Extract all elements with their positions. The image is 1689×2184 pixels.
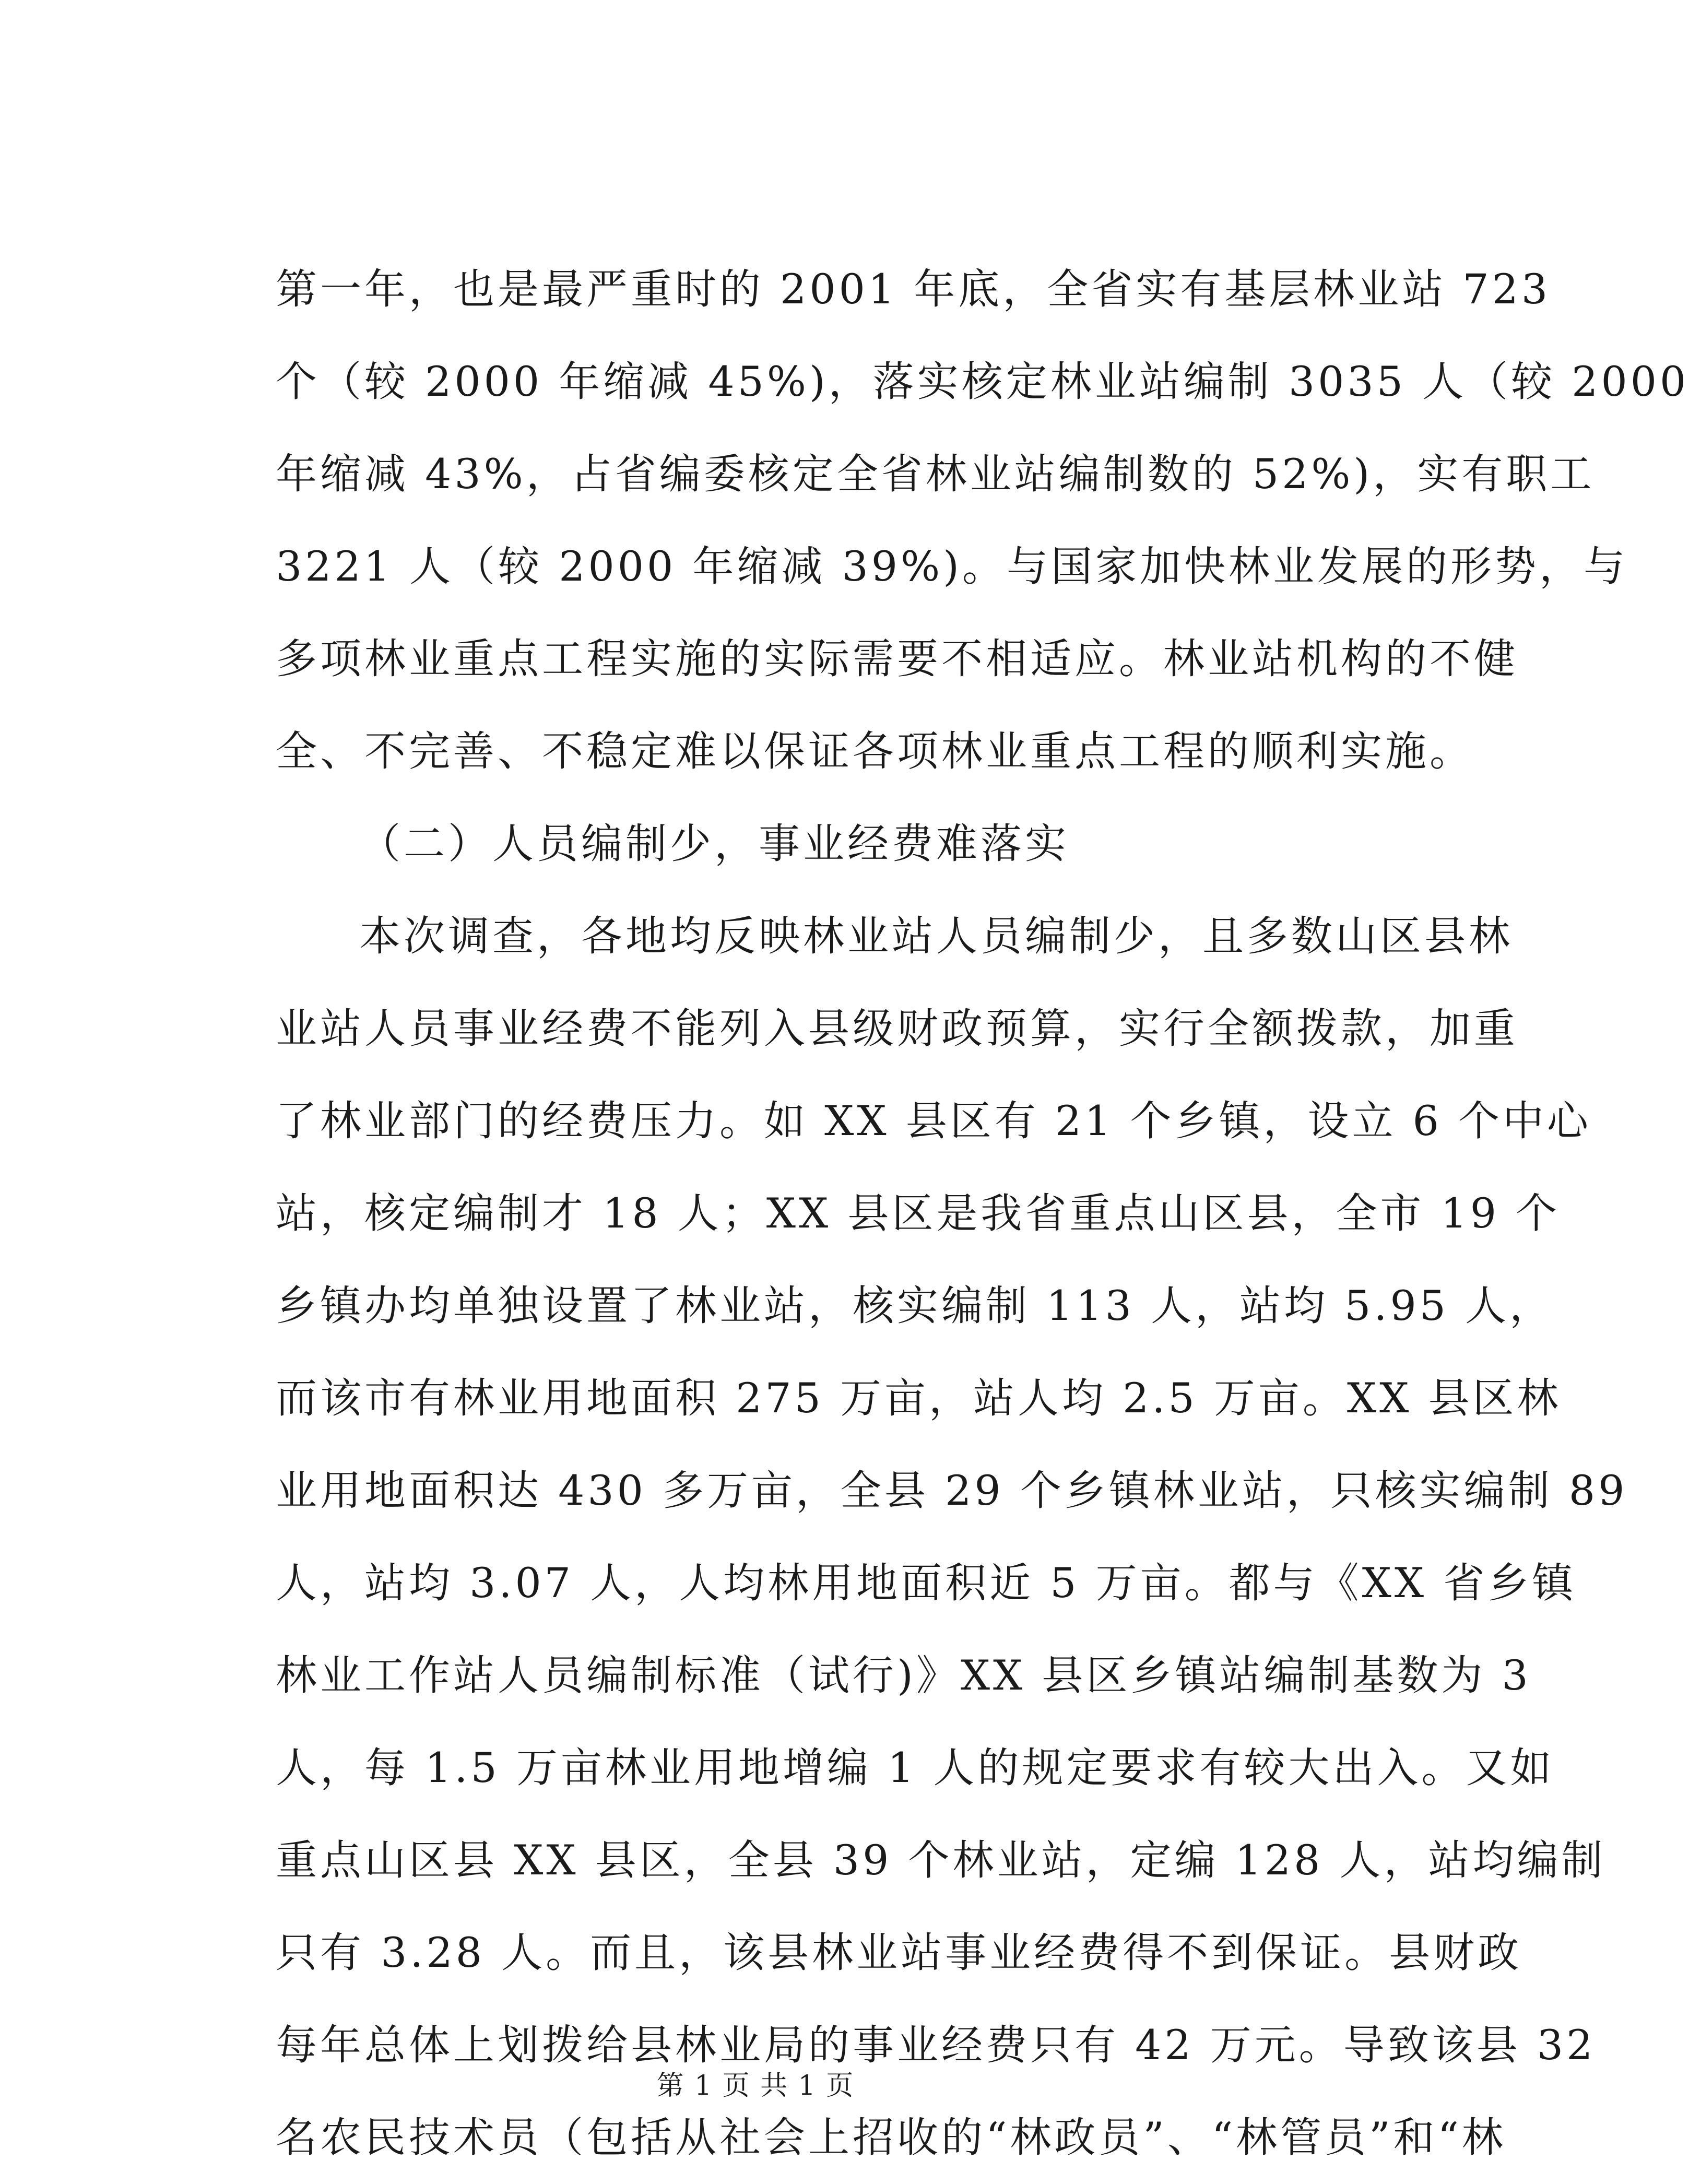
text-line: 了林业部门的经费压力。如 XX 县区有 21 个乡镇，设立 6 个中心 bbox=[276, 1097, 1591, 1145]
text-line: 人，站均 3.07 人，人均林用地面积近 5 万亩。都与《XX 省乡镇 bbox=[276, 1559, 1577, 1607]
text-line: 人，每 1.5 万亩林业用地增编 1 人的规定要求有较大出入。又如 bbox=[276, 1744, 1555, 1792]
text-line: 名农民技术员（包括从社会上招收的“林政员”、“林管员”和“林 bbox=[276, 2114, 1506, 2162]
text-line: 本次调查，各地均反映林业站人员编制少，且多数山区县林 bbox=[359, 912, 1513, 960]
text-line: 年缩减 43%，占省编委核定全省林业站编制数的 52%)，实有职工 bbox=[276, 450, 1595, 498]
text-line: 重点山区县 XX 县区，全县 39 个林业站，定编 128 人，站均编制 bbox=[276, 1836, 1606, 1884]
text-line: 林业工作站人员编制标准（试行)》XX 县区乡镇站编制基数为 3 bbox=[276, 1651, 1531, 1699]
text-line: 而该市有林业用地面积 275 万亩，站人均 2.5 万亩。XX 县区林 bbox=[276, 1374, 1562, 1422]
text-line: 第一年，也是最严重时的 2001 年底，全省实有基层林业站 723 bbox=[276, 265, 1551, 313]
text-line: 乡镇办均单独设置了林业站，核实编制 113 人，站均 5.95 人， bbox=[276, 1282, 1554, 1330]
document-body bbox=[276, 243, 1689, 2184]
text-line: 只有 3.28 人。而且，该县林业站事业经费得不到保证。县财政 bbox=[276, 1929, 1522, 1977]
text-line: 个（较 2000 年缩减 45%)，落实核定林业站编制 3035 人（较 2000 bbox=[276, 358, 1689, 406]
page-footer: 第 1 页 共 1 页 bbox=[656, 2070, 855, 2102]
text-line: 多项林业重点工程实施的实际需要不相适应。林业站机构的不健 bbox=[276, 635, 1518, 683]
text-line: 业用地面积达 430 多万亩，全县 29 个乡镇林业站，只核实编制 89 bbox=[276, 1467, 1628, 1515]
text-line: 每年总体上划拨给县林业局的事业经费只有 42 万元。导致该县 32 bbox=[276, 2021, 1596, 2069]
text-line: 站，核定编制才 18 人；XX 县区是我省重点山区县，全市 19 个 bbox=[276, 1189, 1561, 1237]
section-heading: （二）人员编制少，事业经费难落实 bbox=[359, 820, 1069, 868]
text-line: 3221 人（较 2000 年缩减 39%)。与国家加快林业发展的形势，与 bbox=[276, 542, 1628, 591]
text-line: 业站人员事业经费不能列入县级财政预算，实行全额拨款，加重 bbox=[276, 1005, 1518, 1053]
text-line: 全、不完善、不稳定难以保证各项林业重点工程的顺利实施。 bbox=[276, 727, 1474, 775]
